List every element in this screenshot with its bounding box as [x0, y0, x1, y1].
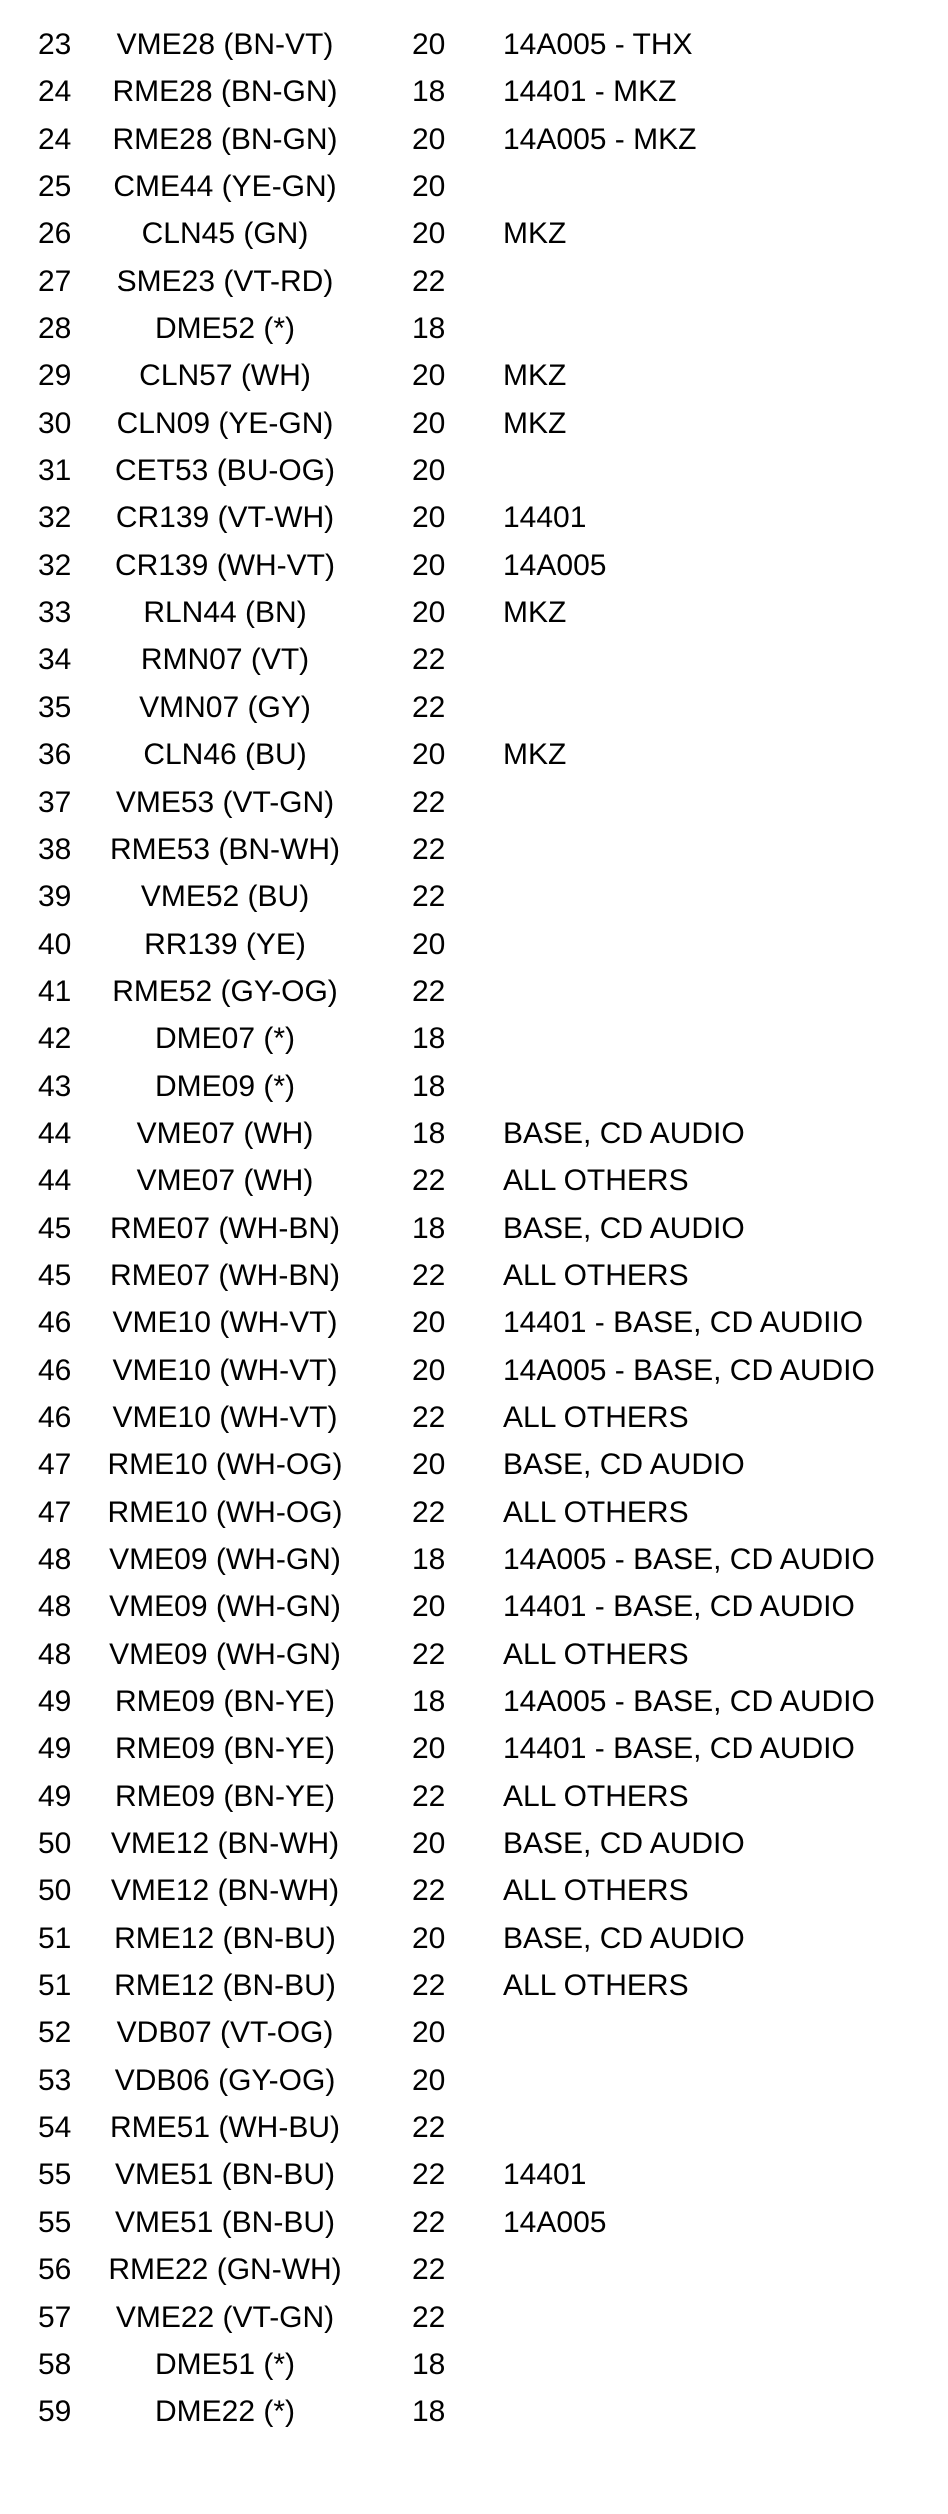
pin-number: 48	[38, 1637, 72, 1671]
wire-gauge: 22	[412, 264, 446, 298]
table-row	[0, 736, 948, 783]
row-note: 14401	[503, 501, 587, 535]
table-row	[0, 2014, 948, 2061]
row-note: 14401 - MKZ	[503, 75, 677, 109]
row-note: 14A005 - MKZ	[503, 122, 697, 156]
circuit-name: CR139 (WH-VT)	[114, 548, 335, 582]
circuit-name: CME44 (YE-GN)	[113, 170, 337, 204]
table-row	[0, 263, 948, 310]
table-row	[0, 926, 948, 973]
row-note: 14401 - BASE, CD AUDIIO	[503, 1306, 864, 1340]
circuit-name: RME52 (GY-OG)	[112, 974, 338, 1008]
wire-gauge: 18	[412, 1069, 446, 1103]
table-row	[0, 1257, 948, 1304]
wire-gauge: 22	[412, 2300, 446, 2334]
table-row	[0, 1399, 948, 1446]
wire-gauge: 20	[412, 1306, 446, 1340]
table-row	[0, 1210, 948, 1257]
wire-gauge: 22	[412, 2253, 446, 2287]
pin-number: 53	[38, 2063, 72, 2097]
circuit-name: RME07 (WH-BN)	[110, 1258, 340, 1292]
pin-number: 24	[38, 75, 72, 109]
circuit-name: DME09 (*)	[154, 1069, 296, 1103]
circuit-name: VME09 (WH-GN)	[109, 1637, 341, 1671]
wire-gauge: 20	[412, 1921, 446, 1955]
table-row	[0, 1068, 948, 1115]
pin-number: 49	[38, 1732, 72, 1766]
table-row	[0, 594, 948, 641]
pin-number: 55	[38, 2158, 72, 2192]
row-note: 14A005 - BASE, CD AUDIO	[503, 1685, 875, 1719]
pin-number: 46	[38, 1400, 72, 1434]
circuit-name: VME51 (BN-BU)	[114, 2205, 336, 2239]
circuit-name: CLN46 (BU)	[143, 738, 307, 772]
row-note: ALL OTHERS	[503, 1637, 689, 1671]
row-note: BASE, CD AUDIO	[503, 1921, 745, 1955]
row-note: BASE, CD AUDIO	[503, 1448, 745, 1482]
circuit-name: VME12 (BN-WH)	[110, 1827, 340, 1861]
pin-number: 32	[38, 501, 72, 535]
wire-gauge: 20	[412, 548, 446, 582]
table-row	[0, 641, 948, 688]
circuit-name: VME22 (VT-GN)	[115, 2300, 335, 2334]
table-row	[0, 831, 948, 878]
circuit-name: VME12 (BN-WH)	[110, 1874, 340, 1908]
circuit-name: RME10 (WH-OG)	[107, 1448, 343, 1482]
row-note: MKZ	[503, 596, 567, 630]
wire-gauge: 20	[412, 501, 446, 535]
circuit-name: VME10 (WH-VT)	[112, 1400, 338, 1434]
row-note: 14A005	[503, 2205, 607, 2239]
circuit-name: VME07 (WH)	[136, 1116, 314, 1150]
table-row	[0, 973, 948, 1020]
pin-number: 57	[38, 2300, 72, 2334]
circuit-name: CLN09 (YE-GN)	[116, 406, 334, 440]
row-note: ALL OTHERS	[503, 1969, 689, 2003]
wire-gauge: 20	[412, 2063, 446, 2097]
table-row	[0, 1778, 948, 1825]
row-note: ALL OTHERS	[503, 1258, 689, 1292]
pin-number: 27	[38, 264, 72, 298]
circuit-name: RMN07 (VT)	[140, 643, 310, 677]
row-note: 14401 - BASE, CD AUDIO	[503, 1732, 855, 1766]
wire-gauge: 18	[412, 1211, 446, 1245]
pin-number: 30	[38, 406, 72, 440]
table-row	[0, 2204, 948, 2251]
table-row	[0, 2156, 948, 2203]
circuit-name: RME22 (GN-WH)	[108, 2253, 342, 2287]
table-row	[0, 2393, 948, 2440]
wire-gauge: 22	[412, 1495, 446, 1529]
circuit-name: RME09 (BN-YE)	[114, 1779, 336, 1813]
wire-gauge: 20	[412, 1590, 446, 1624]
pin-number: 48	[38, 1543, 72, 1576]
table-row	[0, 547, 948, 594]
pin-number: 45	[38, 1211, 72, 1245]
circuit-name: CLN45 (GN)	[141, 217, 309, 251]
row-note: 14A005 - BASE, CD AUDIO	[503, 1543, 875, 1576]
pin-number: 32	[38, 548, 72, 582]
circuit-name: RME12 (BN-BU)	[114, 1969, 336, 2003]
row-note: 14A005	[503, 548, 607, 582]
wire-gauge: 22	[412, 785, 446, 819]
row-note: ALL OTHERS	[503, 1164, 689, 1198]
pin-number: 56	[38, 2253, 72, 2287]
wire-gauge: 20	[412, 927, 446, 961]
wire-gauge: 20	[412, 1353, 446, 1387]
wire-gauge: 22	[412, 1164, 446, 1198]
circuit-name: DME07 (*)	[154, 1022, 296, 1056]
circuit-name: DME22 (*)	[154, 2395, 296, 2429]
row-note: 14401	[503, 2158, 587, 2192]
wire-gauge: 22	[412, 1779, 446, 1813]
circuit-name: RME51 (WH-BU)	[110, 2111, 340, 2145]
table-row	[0, 2346, 948, 2393]
wire-gauge: 20	[412, 454, 446, 488]
pin-number: 59	[38, 2395, 72, 2429]
pin-number: 52	[38, 2016, 72, 2050]
circuit-name: VDB07 (VT-OG)	[116, 2016, 334, 2050]
circuit-name: VME09 (WH-GN)	[109, 1590, 341, 1624]
pin-number: 49	[38, 1779, 72, 1813]
row-note: ALL OTHERS	[503, 1779, 689, 1813]
wire-gauge: 22	[412, 643, 446, 677]
circuit-name: CET53 (BU-OG)	[114, 454, 336, 488]
pin-number: 51	[38, 1969, 72, 2003]
circuit-name: RME28 (BN-GN)	[112, 122, 338, 156]
table-row	[0, 405, 948, 452]
wire-gauge: 20	[412, 1732, 446, 1766]
wire-gauge: 22	[412, 2205, 446, 2239]
wire-gauge: 22	[412, 1969, 446, 2003]
pin-number: 35	[38, 690, 72, 724]
pin-number: 37	[38, 785, 72, 819]
row-note: ALL OTHERS	[503, 1495, 689, 1529]
row-note: MKZ	[503, 406, 567, 440]
pin-number: 40	[38, 927, 72, 961]
pin-number: 43	[38, 1069, 72, 1103]
pin-number: 33	[38, 596, 72, 630]
circuit-name: RME09 (BN-YE)	[114, 1685, 336, 1719]
pin-number: 51	[38, 1921, 72, 1955]
table-row	[0, 1020, 948, 1067]
table-row	[0, 1636, 948, 1683]
wire-gauge: 22	[412, 832, 446, 866]
wire-gauge: 18	[412, 1022, 446, 1056]
circuit-name: DME52 (*)	[154, 312, 296, 346]
circuit-name: VME10 (WH-VT)	[112, 1353, 338, 1387]
circuit-name: RME28 (BN-GN)	[112, 75, 338, 109]
pin-number: 49	[38, 1685, 72, 1719]
circuit-name: VME10 (WH-VT)	[112, 1306, 338, 1340]
pin-number: 47	[38, 1495, 72, 1529]
wire-gauge: 22	[412, 2158, 446, 2192]
table-row	[0, 73, 948, 120]
circuit-name: DME51 (*)	[154, 2347, 296, 2381]
table-row	[0, 878, 948, 925]
table-row	[0, 2299, 948, 2346]
table-row	[0, 1446, 948, 1493]
pin-number: 31	[38, 454, 72, 488]
circuit-name: RME12 (BN-BU)	[114, 1921, 336, 1955]
table-row	[0, 310, 948, 357]
circuit-name: VME52 (BU)	[140, 880, 310, 914]
wire-gauge: 18	[412, 75, 446, 109]
pin-number: 54	[38, 2111, 72, 2145]
table-row	[0, 1683, 948, 1730]
wire-gauge: 20	[412, 1448, 446, 1482]
row-note: 14401 - BASE, CD AUDIO	[503, 1590, 855, 1624]
table-row	[0, 1541, 948, 1588]
table-row	[0, 2062, 948, 2109]
circuit-name: RME53 (BN-WH)	[110, 832, 340, 866]
table-row	[0, 499, 948, 546]
wire-gauge: 20	[412, 596, 446, 630]
table-row	[0, 689, 948, 736]
table-row	[0, 784, 948, 831]
wire-gauge: 22	[412, 2111, 446, 2145]
pin-number: 50	[38, 1874, 72, 1908]
row-note: MKZ	[503, 217, 567, 251]
pin-number: 50	[38, 1827, 72, 1861]
wire-gauge: 20	[412, 738, 446, 772]
connector-pinout-table	[0, 26, 948, 2441]
wire-gauge: 20	[412, 170, 446, 204]
pin-number: 29	[38, 359, 72, 393]
wire-gauge: 22	[412, 1258, 446, 1292]
pin-number: 44	[38, 1164, 72, 1198]
row-note: BASE, CD AUDIO	[503, 1211, 745, 1245]
row-note: 14A005 - BASE, CD AUDIO	[503, 1353, 875, 1387]
pin-number: 41	[38, 974, 72, 1008]
pin-number: 46	[38, 1306, 72, 1340]
table-row	[0, 1967, 948, 2014]
pin-number: 25	[38, 170, 72, 204]
wire-gauge: 18	[412, 1543, 446, 1576]
row-note: BASE, CD AUDIO	[503, 1827, 745, 1861]
circuit-name: VME53 (VT-GN)	[115, 785, 335, 819]
pin-number: 46	[38, 1353, 72, 1387]
table-row	[0, 1872, 948, 1919]
pin-number: 55	[38, 2205, 72, 2239]
table-row	[0, 1352, 948, 1399]
wire-gauge: 18	[412, 2347, 446, 2381]
table-row	[0, 26, 948, 73]
wire-gauge: 22	[412, 1637, 446, 1671]
wire-gauge: 20	[412, 28, 446, 61]
circuit-name: RR139 (YE)	[144, 927, 306, 961]
row-note: 14A005 - THX	[503, 28, 693, 61]
circuit-name: VMN07 (GY)	[139, 690, 311, 724]
wire-gauge: 20	[412, 406, 446, 440]
table-row	[0, 2251, 948, 2298]
pin-number: 58	[38, 2347, 72, 2381]
circuit-name: RLN44 (BN)	[143, 596, 307, 630]
wire-gauge: 18	[412, 1116, 446, 1150]
wire-gauge: 20	[412, 1827, 446, 1861]
wire-gauge: 18	[412, 312, 446, 346]
circuit-name: CLN57 (WH)	[139, 359, 311, 393]
table-row	[0, 168, 948, 215]
table-row	[0, 1730, 948, 1777]
row-note: BASE, CD AUDIO	[503, 1116, 745, 1150]
table-row	[0, 1304, 948, 1351]
table-row	[0, 1162, 948, 1209]
table-row	[0, 2109, 948, 2156]
row-note: ALL OTHERS	[503, 1874, 689, 1908]
wire-gauge: 18	[412, 2395, 446, 2429]
circuit-name: CR139 (VT-WH)	[115, 501, 335, 535]
pin-number: 44	[38, 1116, 72, 1150]
table-row	[0, 1494, 948, 1541]
circuit-name: VME51 (BN-BU)	[114, 2158, 336, 2192]
pin-number: 34	[38, 643, 72, 677]
row-note: MKZ	[503, 738, 567, 772]
table-row	[0, 1825, 948, 1872]
pin-number: 48	[38, 1590, 72, 1624]
circuit-name: RME09 (BN-YE)	[114, 1732, 336, 1766]
wire-gauge: 20	[412, 122, 446, 156]
table-row	[0, 215, 948, 262]
wire-gauge: 22	[412, 690, 446, 724]
pin-number: 47	[38, 1448, 72, 1482]
circuit-name: VME07 (WH)	[136, 1164, 314, 1198]
wire-gauge: 22	[412, 1874, 446, 1908]
pin-number: 24	[38, 122, 72, 156]
circuit-name: SME23 (VT-RD)	[116, 264, 334, 298]
wire-gauge: 18	[412, 1685, 446, 1719]
table-row	[0, 1588, 948, 1635]
wire-gauge: 22	[412, 1400, 446, 1434]
circuit-name: VDB06 (GY-OG)	[114, 2063, 336, 2097]
wire-gauge: 20	[412, 217, 446, 251]
pin-number: 42	[38, 1022, 72, 1056]
pin-number: 38	[38, 832, 72, 866]
wire-gauge: 22	[412, 880, 446, 914]
pin-number: 26	[38, 217, 72, 251]
table-row	[0, 452, 948, 499]
table-row	[0, 357, 948, 404]
pin-number: 39	[38, 880, 72, 914]
table-row	[0, 1115, 948, 1162]
pin-number: 45	[38, 1258, 72, 1292]
circuit-name: VME28 (BN-VT)	[116, 28, 334, 61]
row-note: ALL OTHERS	[503, 1400, 689, 1434]
circuit-name: RME07 (WH-BN)	[110, 1211, 340, 1245]
circuit-name: RME10 (WH-OG)	[107, 1495, 343, 1529]
circuit-name: VME09 (WH-GN)	[109, 1543, 341, 1576]
pin-number: 23	[38, 28, 72, 61]
pin-number: 36	[38, 738, 72, 772]
row-note: MKZ	[503, 359, 567, 393]
wire-gauge: 20	[412, 2016, 446, 2050]
wire-gauge: 20	[412, 359, 446, 393]
wire-gauge: 22	[412, 974, 446, 1008]
pin-number: 28	[38, 312, 72, 346]
table-row	[0, 121, 948, 168]
table-row	[0, 1920, 948, 1967]
